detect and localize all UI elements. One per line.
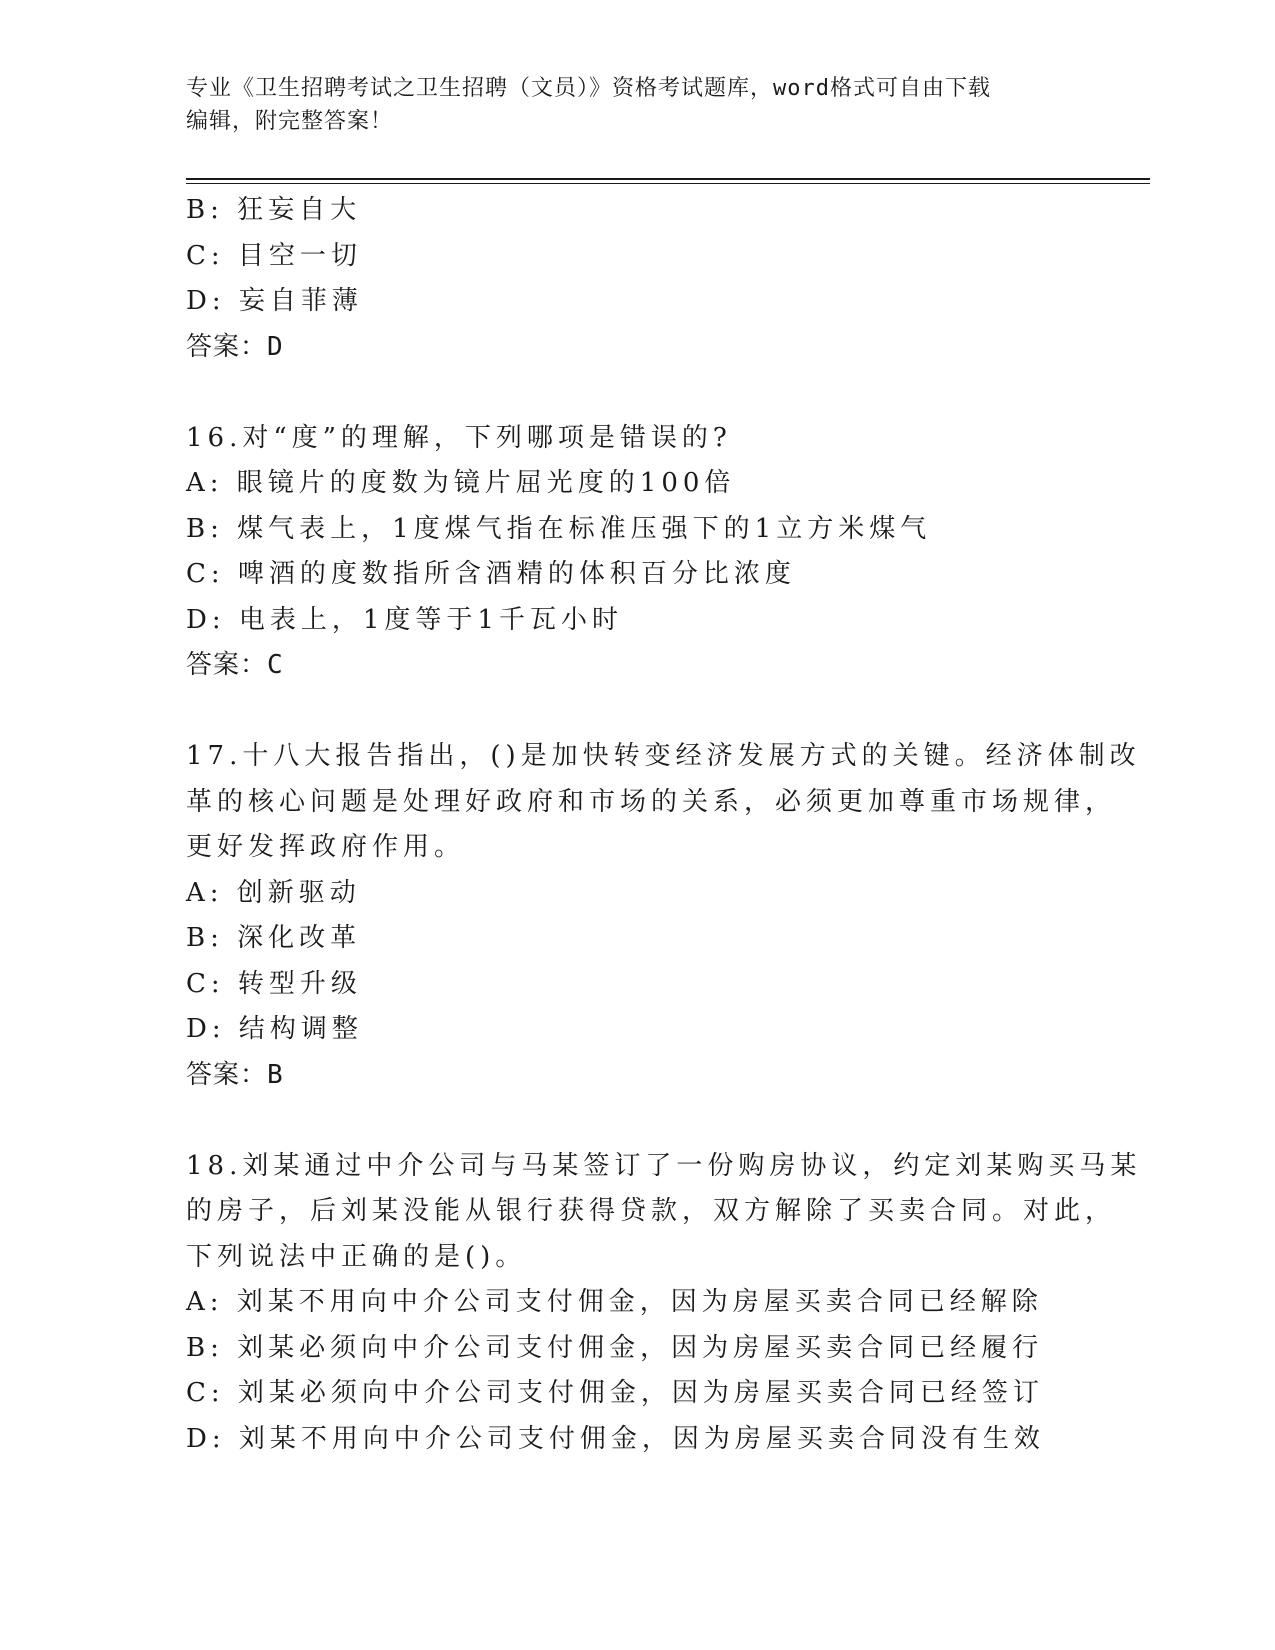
option-b: B: 深化改革 xyxy=(186,923,362,953)
spacer xyxy=(186,370,1086,416)
spacer xyxy=(186,689,1086,735)
question-text: 16.对“度”的理解，下列哪项是错误的? xyxy=(186,422,732,453)
option-d: D: 结构调整 xyxy=(186,1014,363,1044)
question-text: 更好发挥政府作用。 xyxy=(186,832,466,862)
question-15 xyxy=(186,188,1086,370)
option-a: A: 刘某不用向中介公司支付佣金，因为房屋买卖合同已经解除 xyxy=(186,1287,1043,1317)
question-text: 18.刘某通过中介公司与马某签订了一份购房协议，约定刘某购买马某 xyxy=(186,1150,1142,1181)
question-text: 下列说法中正确的是()。 xyxy=(186,1241,527,1272)
option-d: D: 刘某不用向中介公司支付佣金，因为房屋买卖合同没有生效 xyxy=(186,1423,1045,1454)
header-line-2: 编辑，附完整答案！ xyxy=(186,109,394,134)
answer-line: 答案：B xyxy=(186,1059,284,1090)
question-text: 革的核心问题是处理好政府和市场的关系，必须更加尊重市场规律， xyxy=(186,786,1117,817)
question-text: 的房子，后刘某没能从银行获得贷款，双方解除了买卖合同。对此， xyxy=(186,1196,1117,1226)
option-b: B: 刘某必须向中介公司支付佣金，因为房屋买卖合同已经履行 xyxy=(186,1332,1044,1363)
option-a: A: 创新驱动 xyxy=(186,877,361,908)
question-16 xyxy=(186,416,1086,689)
document-header xyxy=(186,72,1066,138)
answer-line: 答案：D xyxy=(186,331,284,362)
option-d: D: 电表上，1度等于1千瓦小时 xyxy=(186,604,623,635)
question-18 xyxy=(186,1144,1142,1463)
question-text: 17.十八大报告指出，()是加快转变经济发展方式的关键。经济体制改 xyxy=(186,741,1141,771)
question-17 xyxy=(186,734,1141,1098)
option-c: C: 目空一切 xyxy=(186,240,362,271)
question-content xyxy=(186,188,1142,1462)
header-divider-thick xyxy=(186,178,1150,180)
answer-line: 答案：C xyxy=(186,650,284,680)
option-b: B: 狂妄自大 xyxy=(186,195,362,225)
header-divider-thin xyxy=(186,183,1150,184)
option-d: D: 妄自菲薄 xyxy=(186,286,363,316)
option-c: C: 啤酒的度数指所含酒精的体积百分比浓度 xyxy=(186,559,796,589)
header-line-1: 专业《卫生招聘考试之卫生招聘（文员）》资格考试题库，word格式可自由下载 xyxy=(186,76,991,101)
option-c: C: 刘某必须向中介公司支付佣金，因为房屋买卖合同已经签订 xyxy=(186,1378,1044,1408)
option-a: A: 眼镜片的度数为镜片屈光度的100倍 xyxy=(186,468,736,498)
option-c: C: 转型升级 xyxy=(186,968,362,999)
spacer xyxy=(186,1098,1086,1144)
option-b: B: 煤气表上，1度煤气指在标准压强下的1立方米煤气 xyxy=(186,513,932,544)
